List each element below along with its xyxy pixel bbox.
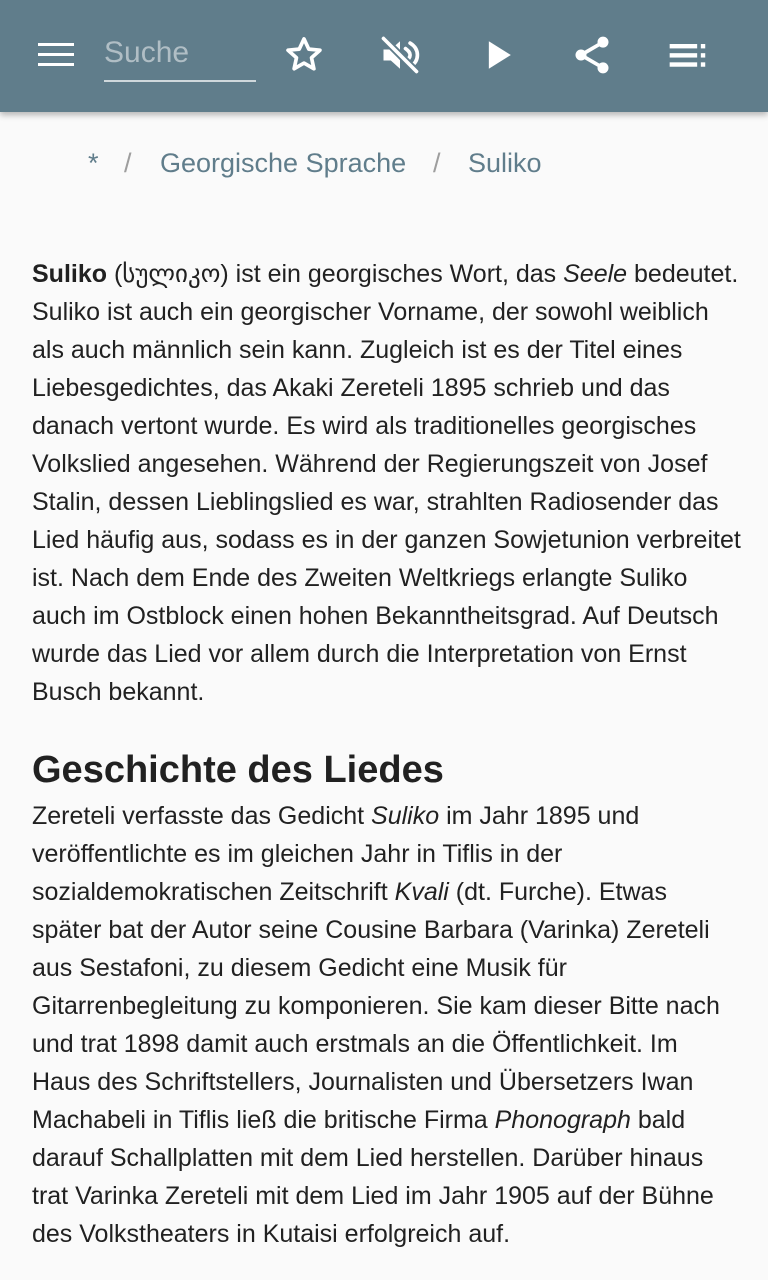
section-italic-term: Phonograph (494, 1106, 631, 1134)
section-paragraph (32, 797, 742, 1253)
favorite-button[interactable] (280, 31, 328, 79)
volume-off-icon (378, 33, 422, 77)
share-button[interactable] (568, 31, 616, 79)
search-input[interactable] (104, 26, 256, 82)
breadcrumb-separator: / (124, 148, 132, 178)
article-content (32, 255, 742, 1253)
section-heading: Geschichte des Liedes (32, 749, 444, 791)
search-box (104, 26, 256, 82)
menu-button[interactable] (32, 31, 80, 79)
share-icon (570, 33, 614, 77)
breadcrumb-item-georgische-sprache[interactable]: Georgische Sprache (160, 148, 407, 178)
section-text: (dt. Furche). Etwas später bat der Autor seine Cousine Barbara (Varinka) Zereteli aus Sestafoni, zu diesem Gedicht eine Musik für Gitarrenbegleitung zu komponieren. Sie kam dieser Bitte nach und trat 1898 damit auch erstmals an die Öffentlichkeit. Im Haus des Schriftstellers, Journalisten und Übersetzers Iwan Machabeli in Tiflis ließ die britische Firma (32, 878, 720, 1134)
breadcrumb-separator: / (433, 148, 441, 178)
playlist-icon (666, 33, 710, 77)
section-text: Zereteli verfasste das Gedicht (32, 802, 372, 830)
app-toolbar (0, 0, 768, 112)
intro-text: (სულიკო) ist ein georgisches Wort, das (107, 260, 564, 288)
breadcrumb-item-suliko[interactable]: Suliko (468, 148, 542, 178)
playlist-button[interactable] (664, 31, 712, 79)
article-title-term: Suliko (32, 260, 108, 288)
play-button[interactable] (474, 31, 522, 79)
play-icon (476, 33, 520, 77)
intro-italic-term: Seele (563, 260, 628, 288)
section-italic-term: Kvali (394, 878, 449, 906)
menu-icon (36, 40, 76, 70)
intro-text: bedeutet. Suliko ist auch ein georgischer Vorname, der sowohl weiblich als auch männlich sein kann. Zugleich ist es der Titel eines Liebesgedichtes, das Akaki Zereteli 1895 schrieb und das danach vertont wurde. Es wird als traditionelles georgisches Volkslied angesehen. Während der Regierungszeit von Josef Stalin, dessen Lieblingslied es war, strahlten Radiosender das Lied häufig aus, sodass es in der ganzen Sowjetunion verbreitet ist. Nach dem Ende des Zweiten Weltkriegs erlangte Suliko auch im Ostblock einen hohen Bekanntheitsgrad. Auf Deutsch wurde das Lied vor allem durch die Interpretation von Ernst Busch bekannt. (32, 260, 741, 706)
section-italic-term: Suliko (371, 802, 440, 830)
breadcrumb (0, 148, 768, 188)
mute-button[interactable] (376, 31, 424, 79)
breadcrumb-home[interactable]: * (88, 148, 99, 178)
star-outline-icon (282, 33, 326, 77)
section-text: bald darauf Schallplatten mit dem Lied herstellen. Darüber hinaus trat Varinka Zereteli mit dem Lied im Jahr 1905 auf der Bühne des Volkstheaters in Kutaisi erfolgreich auf. (32, 1106, 714, 1248)
intro-paragraph (32, 255, 742, 711)
section-text: im Jahr 1895 und veröffentlichte es im gleichen Jahr in Tiflis in der sozialdemokratischen Zeitschrift (32, 802, 640, 906)
